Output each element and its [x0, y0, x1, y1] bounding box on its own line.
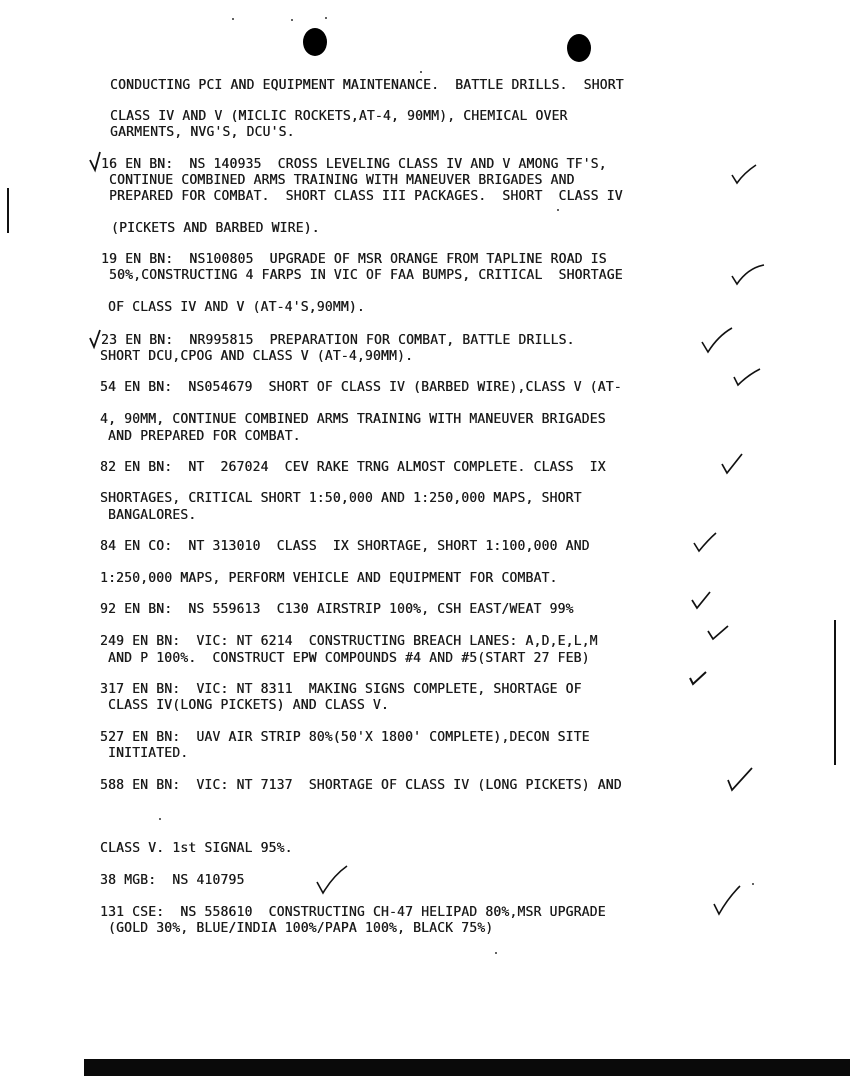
scan-speck-icon	[420, 71, 422, 73]
text-line: 4, 90MM, CONTINUE COMBINED ARMS TRAINING WITH MANEUVER BRIGADES	[100, 412, 606, 427]
scan-speck-icon	[495, 952, 497, 954]
check-mark-icon	[692, 530, 722, 554]
check-mark-icon	[88, 328, 106, 350]
text-line: SHORTAGES, CRITICAL SHORT 1:50,000 AND 1:250,000 MAPS, SHORT	[100, 491, 582, 506]
text-line: CONDUCTING PCI AND EQUIPMENT MAINTENANCE. BATTLE DRILLS. SHORT	[110, 78, 624, 93]
text-line: OF CLASS IV AND V (AT-4'S,90MM).	[108, 300, 365, 315]
punch-hole-left-icon	[303, 28, 327, 56]
text-line: SHORT DCU,CPOG AND CLASS V (AT-4,90MM).	[100, 349, 414, 364]
text-line: CLASS IV AND V (MICLIC ROCKETS,AT-4, 90MM), CHEMICAL OVER	[110, 109, 568, 124]
text-line: CONTINUE COMBINED ARMS TRAINING WITH MANEUVER BRIGADES AND	[109, 173, 575, 188]
scan-speck-icon	[325, 17, 327, 19]
bottom-scan-bar	[84, 1059, 850, 1076]
text-line: AND PREPARED FOR COMBAT.	[108, 429, 301, 444]
punch-hole-right-icon	[567, 34, 591, 62]
check-mark-icon	[706, 624, 730, 642]
check-mark-icon	[726, 766, 754, 794]
entry-317-en-bn: 317 EN BN: VIC: NT 8311 MAKING SIGNS COMPLETE, SHORTAGE OF	[100, 682, 582, 697]
entry-38-mgb: 38 MGB: NS 410795	[100, 873, 245, 888]
entry-16-en-bn: 16 EN BN: NS 140935 CROSS LEVELING CLASS IV AND V AMONG TF'S,	[101, 157, 607, 172]
check-mark-icon	[315, 864, 349, 896]
text-line: BANGALORES.	[108, 508, 197, 523]
entry-527-en-bn: 527 EN BN: UAV AIR STRIP 80%(50'X 1800' COMPLETE),DECON SITE	[100, 730, 590, 745]
scan-speck-icon	[752, 883, 754, 885]
entry-19-en-bn: 19 EN BN: NS100805 UPGRADE OF MSR ORANGE FROM TAPLINE ROAD IS	[101, 252, 607, 267]
scan-speck-icon	[232, 18, 234, 20]
text-line: 1:250,000 MAPS, PERFORM VEHICLE AND EQUIPMENT FOR COMBAT.	[100, 571, 558, 586]
check-mark-icon	[700, 326, 734, 356]
check-mark-icon	[712, 884, 742, 918]
text-line: (PICKETS AND BARBED WIRE).	[111, 221, 320, 236]
text-line: INITIATED.	[108, 746, 189, 761]
text-line: PREPARED FOR COMBAT. SHORT CLASS III PACKAGES. SHORT CLASS IV	[109, 189, 623, 204]
entry-588-en-bn: 588 EN BN: VIC: NT 7137 SHORTAGE OF CLASS IV (LONG PICKETS) AND	[100, 778, 622, 793]
text-line: CLASS V. 1st SIGNAL 95%.	[100, 841, 293, 856]
text-line: (GOLD 30%, BLUE/INDIA 100%/PAPA 100%, BLACK 75%)	[108, 921, 494, 936]
check-mark-icon	[730, 163, 758, 185]
entry-23-en-bn: 23 EN BN: NR995815 PREPARATION FOR COMBAT, BATTLE DRILLS.	[101, 333, 575, 348]
check-mark-icon	[688, 670, 708, 686]
entry-92-en-bn: 92 EN BN: NS 559613 C130 AIRSTRIP 100%, CSH EAST/WEAT 99%	[100, 602, 574, 617]
text-line: 50%,CONSTRUCTING 4 FARPS IN VIC OF FAA BUMPS, CRITICAL SHORTAGE	[109, 268, 623, 283]
text-line: GARMENTS, NVG'S, DCU'S.	[110, 125, 295, 140]
check-mark-icon	[88, 150, 108, 172]
entry-54-en-bn: 54 EN BN: NS054679 SHORT OF CLASS IV (BARBED WIRE),CLASS V (AT-	[100, 380, 622, 395]
left-margin-line	[7, 188, 9, 233]
check-mark-icon	[732, 367, 762, 389]
right-margin-line	[834, 620, 836, 765]
scan-speck-icon	[291, 19, 293, 21]
check-mark-icon	[720, 452, 744, 476]
scan-speck-icon	[557, 209, 559, 211]
text-line: CLASS IV(LONG PICKETS) AND CLASS V.	[108, 698, 389, 713]
text-line: AND P 100%. CONSTRUCT EPW COMPOUNDS #4 AND #5(START 27 FEB)	[108, 651, 590, 666]
entry-82-en-bn: 82 EN BN: NT 267024 CEV RAKE TRNG ALMOST COMPLETE. CLASS IX	[100, 460, 606, 475]
entry-84-en-co: 84 EN CO: NT 313010 CLASS IX SHORTAGE, SHORT 1:100,000 AND	[100, 539, 590, 554]
entry-131-cse: 131 CSE: NS 558610 CONSTRUCTING CH-47 HELIPAD 80%,MSR UPGRADE	[100, 905, 606, 920]
check-mark-icon	[690, 590, 712, 612]
scan-speck-icon	[159, 818, 161, 820]
entry-249-en-bn: 249 EN BN: VIC: NT 6214 CONSTRUCTING BREACH LANES: A,D,E,L,M	[100, 634, 598, 649]
check-mark-icon	[730, 262, 766, 286]
